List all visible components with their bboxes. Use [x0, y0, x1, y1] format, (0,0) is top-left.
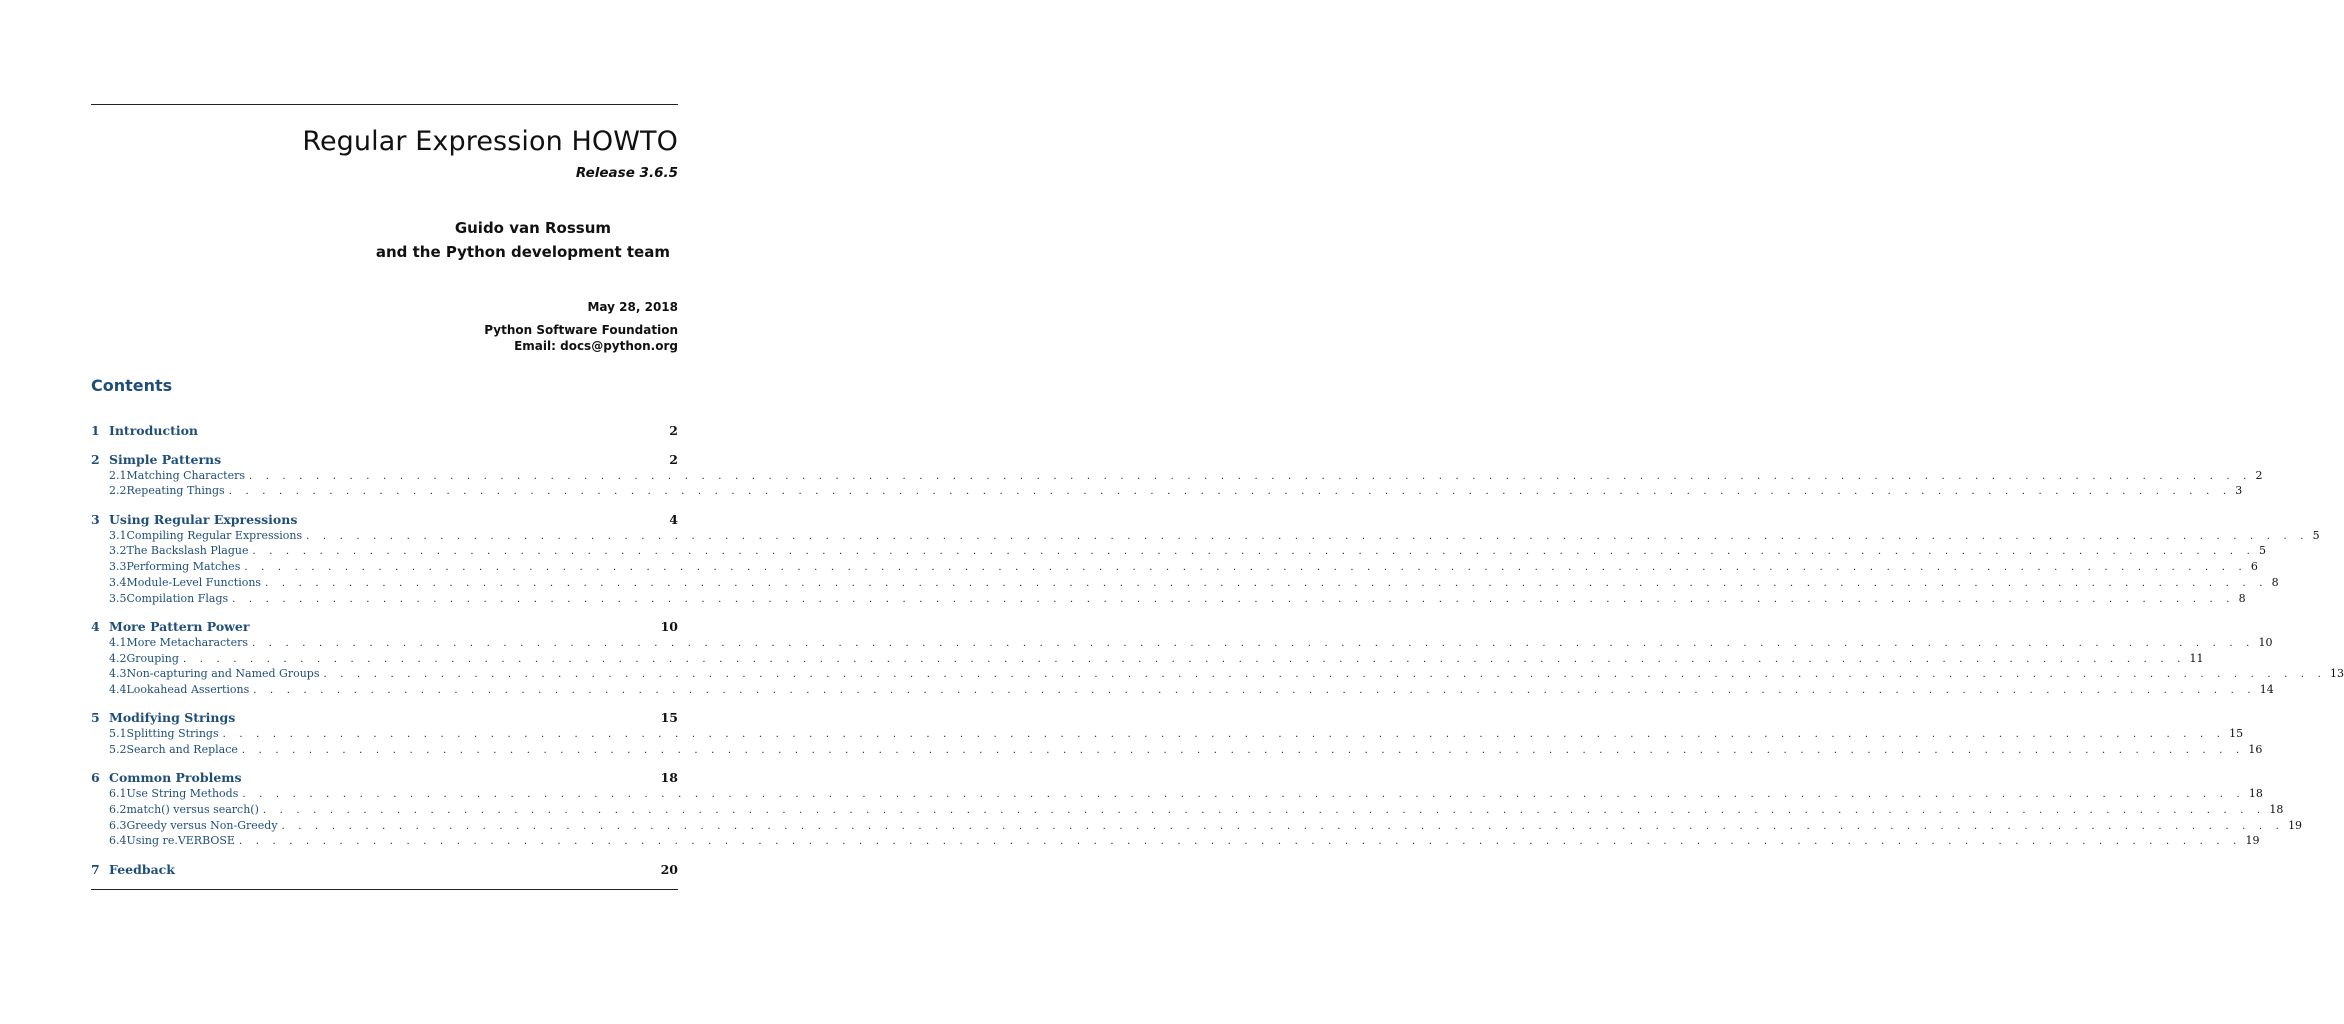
toc-subsection-link[interactable]	[91, 468, 2263, 485]
toc-subsection-number: 5.2	[109, 743, 127, 756]
toc-subsection-title: Lookahead Assertions	[126, 682, 250, 696]
toc-dot-leader: . . . . . . . . . . . . . . . . . . . . . . . . . . . . . . . . . . . . . . . . . . . . . . . . . . . . . . . . . . . . . . . . . . . . . . . . . . . . . . . . . . . . . . . . . . . . . . . . . . . . . . . . . . . . . . . . . . . . . . . .	[323, 669, 2327, 681]
toc-subsection-number: 3.5	[109, 591, 127, 605]
toc-subsection-page: 8	[2271, 575, 2279, 589]
toc-gap	[91, 500, 678, 512]
toc-subsection-page: 5	[2258, 544, 2266, 558]
authors	[376, 216, 670, 264]
toc-subsection-page: 2	[2255, 468, 2263, 482]
toc-subsection-page: 14	[2259, 682, 2274, 696]
toc-dot-leader: . . . . . . . . . . . . . . . . . . . . . . . . . . . . . . . . . . . . . . . . . . . . . . . . . . . . . . . . . . . . . . . . . . . . . . . . . . . . . . . . . . . . . . . . . . . . . . . . . . . . . . . . . . . . . . . . . . . . . . . .	[265, 577, 2268, 589]
toc-subsection-number: 3.1	[109, 528, 127, 542]
toc-dot-leader: . . . . . . . . . . . . . . . . . . . . . . . . . . . . . . . . . . . . . . . . . . . . . . . . . . . . . . . . . . . . . . . . . . . . . . . . . . . . . . . . . . . . . . . . . . . . . . . . . . . . . . . . . . . . . . . . . . . . . . . .	[232, 593, 2235, 605]
toc-section-page: 15	[660, 710, 678, 726]
toc-subsection-title: Grouping	[126, 651, 179, 665]
toc-section-title: Feedback	[109, 861, 175, 877]
toc-dot-leader: . . . . . . . . . . . . . . . . . . . . . . . . . . . . . . . . . . . . . . . . . . . . . . . . . . . . . . . . . . . . . . . . . . . . . . . . . . . . . . . . . . . . . . . . . . . . . . . . . . . . . . . . . . . . . . . . . . . . . . . .	[262, 805, 2266, 817]
toc-gap	[91, 759, 678, 771]
toc-subsection-page: 10	[2258, 635, 2273, 649]
toc-subsection-link[interactable]	[91, 743, 2263, 759]
toc-section-link[interactable]	[91, 710, 678, 727]
toc-subsection-number: 6.4	[109, 834, 127, 848]
toc-subsection-title: Non-capturing and Named Groups	[126, 667, 320, 681]
toc-section-title: Common Problems	[109, 770, 242, 786]
toc-subsection-page: 8	[2238, 591, 2246, 605]
toc-subsection-page: 18	[2248, 787, 2263, 801]
toc-section-page: 4	[669, 511, 678, 527]
toc-subsection-number: 4.4	[109, 682, 127, 696]
toc-subsection-link[interactable]	[91, 727, 2244, 743]
toc-dot-leader: . . . . . . . . . . . . . . . . . . . . . . . . . . . . . . . . . . . . . . . . . . . . . . . . . . . . . . . . . . . . . . . . . . . . . . . . . . . . . . . . . . . . . . . . . . . . . . . . . . . . . . . . . . . . . . . . . . . . . . . .	[249, 470, 2252, 482]
toc-subsection-link[interactable]	[91, 528, 2320, 545]
toc-section-title: More Pattern Power	[109, 618, 250, 634]
toc-section-link[interactable]	[91, 423, 678, 440]
toc-section-page: 2	[669, 423, 678, 438]
toc-subsection-title: Compiling Regular Expressions	[126, 528, 303, 542]
bottom-rule	[91, 889, 678, 890]
toc-subsection-link[interactable]	[91, 484, 2243, 500]
toc-subsection-number: 6.1	[109, 787, 127, 801]
toc-dot-leader: . . . . . . . . . . . . . . . . . . . . . . . . . . . . . . . . . . . . . . . . . . . . . . . . . . . . . . . . . . . . . . . . . . . . . . . . . . . . . . . . . . . . . . . . . . . . . . . . . . . . . . . . . . . . . . . . . . . . . . . .	[281, 820, 2285, 832]
release-label: Release 3.6.5	[575, 165, 678, 181]
toc-section-number: 1	[91, 423, 100, 438]
toc-section-title: Modifying Strings	[109, 710, 236, 726]
toc-dot-leader: . . . . . . . . . . . . . . . . . . . . . . . . . . . . . . . . . . . . . . . . . . . . . . . . . . . . . . . . . . . . . . . . . . . . . . . . . . . . . . . . . . . . . . . . . . . . . . . . . . . . . . . . . . . . . . . . . . . . . . . .	[182, 653, 2186, 665]
toc-subsection-page: 16	[2248, 743, 2263, 756]
toc-section-number: 3	[91, 511, 100, 527]
toc-dot-leader: . . . . . . . . . . . . . . . . . . . . . . . . . . . . . . . . . . . . . . . . . . . . . . . . . . . . . . . . . . . . . . . . . . . . . . . . . . . . . . . . . . . . . . . . . . . . . . . . . . . . . . . . . . . . . . . . . . . . . . . .	[242, 789, 2245, 801]
toc-subsection-link[interactable]	[91, 818, 2303, 835]
contents-heading: Contents	[91, 376, 173, 395]
toc-subsection-title: More Metacharacters	[126, 635, 249, 649]
toc-dot-leader: . . . . . . . . . . . . . . . . . . . . . . . . . . . . . . . . . . . . . . . . . . . . . . . . . . . . . . . . . . . . . . . . . . . . . . . . . . . . . . . . . . . . . . . . . . . . . . . . . . . . . . . . . . . . . . . . . . . . . . . .	[252, 637, 2255, 649]
toc-section-page: 10	[660, 618, 678, 634]
toc-subsection-link[interactable]	[91, 667, 2344, 683]
toc-dot-leader: . . . . . . . . . . . . . . . . . . . . . . . . . . . . . . . . . . . . . . . . . . . . . . . . . . . . . . . . . . . . . . . . . . . . . . . . . . . . . . . . . . . . . . . . . . . . . . . . . . . . . . . . . . . . . . . . . . . . . . . .	[222, 729, 2226, 741]
toc-gap	[91, 699, 678, 711]
toc-subsection-number: 3.2	[109, 544, 127, 558]
toc-subsection-title: Greedy versus Non-Greedy	[126, 818, 278, 832]
toc-subsection-title: The Backslash Plague	[126, 544, 249, 558]
toc-section-link[interactable]	[91, 619, 678, 636]
toc-subsection-link[interactable]	[91, 787, 2263, 803]
toc-dot-leader: . . . . . . . . . . . . . . . . . . . . . . . . . . . . . . . . . . . . . . . . . . . . . . . . . . . . . . . . . . . . . . . . . . . . . . . . . . . . . . . . . . . . . . . . . . . . . . . . . . . . . . . . . . . . . . . . . . . . . . . .	[241, 745, 2245, 756]
toc-subsection-link[interactable]	[91, 651, 2204, 668]
toc-subsection-title: Splitting Strings	[126, 727, 219, 741]
toc-section-page: 18	[660, 770, 678, 786]
organization: Python Software Foundation	[484, 323, 678, 337]
toc-subsection-page: 11	[2189, 651, 2204, 665]
toc-dot-leader: . . . . . . . . . . . . . . . . . . . . . . . . . . . . . . . . . . . . . . . . . . . . . . . . . . . . . . . . . . . . . . . . . . . . . . . . . . . . . . . . . . . . . . . . . . . . . . . . . . . . . . . . . . . . . . . . . . . . . . . .	[244, 562, 2247, 574]
toc-subsection-title: Search and Replace	[126, 743, 238, 756]
toc-section-link[interactable]	[91, 512, 678, 529]
toc-subsection-link[interactable]	[91, 575, 2279, 592]
toc-dot-leader: . . . . . . . . . . . . . . . . . . . . . . . . . . . . . . . . . . . . . . . . . . . . . . . . . . . . . . . . . . . . . . . . . . . . . . . . . . . . . . . . . . . . . . . . . . . . . . . . . . . . . . . . . . . . . . . . . . . . . . . .	[252, 546, 2255, 558]
toc-section-link[interactable]	[91, 770, 678, 787]
contact-email: Email: docs@python.org	[514, 339, 678, 353]
document-date: May 28, 2018	[587, 300, 678, 314]
toc-subsection-link[interactable]	[91, 803, 2284, 819]
toc-subsection-page: 19	[2245, 834, 2260, 848]
toc-subsection-number: 4.2	[109, 651, 127, 665]
toc-subsection-page: 3	[2235, 484, 2243, 498]
toc-subsection-link[interactable]	[91, 591, 2246, 608]
toc-subsection-number: 4.3	[109, 667, 127, 681]
toc-section-page: 20	[660, 861, 678, 877]
author-primary: Guido van Rossum	[454, 219, 612, 237]
toc-subsection-number: 2.1	[109, 468, 127, 482]
toc-subsection-title: Using re.VERBOSE	[126, 834, 235, 848]
toc-dot-leader: . . . . . . . . . . . . . . . . . . . . . . . . . . . . . . . . . . . . . . . . . . . . . . . . . . . . . . . . . . . . . . . . . . . . . . . . . . . . . . . . . . . . . . . . . . . . . . . . . . . . . . . . . . . . . . . . . . . . . . . .	[253, 684, 2256, 696]
toc-subsection-number: 5.1	[109, 727, 127, 741]
toc-subsection-number: 4.1	[109, 635, 127, 649]
toc-subsection-title: Repeating Things	[126, 484, 225, 498]
toc-subsection-number: 6.2	[109, 803, 127, 817]
toc-dot-leader: . . . . . . . . . . . . . . . . . . . . . . . . . . . . . . . . . . . . . . . . . . . . . . . . . . . . . . . . . . . . . . . . . . . . . . . . . . . . . . . . . . . . . . . . . . . . . . . . . . . . . . . . . . . . . . . . . . . . . . . .	[238, 836, 2242, 848]
toc-subsection-link[interactable]	[91, 544, 2266, 560]
toc-section-number: 4	[91, 618, 100, 634]
toc-subsection-page: 19	[2288, 818, 2303, 832]
title-block	[302, 124, 678, 182]
top-rule	[91, 104, 678, 105]
toc-subsection-number: 2.2	[109, 484, 127, 498]
toc-gap	[91, 850, 678, 862]
toc-subsection-title: Performing Matches	[126, 560, 241, 574]
toc-subsection-link[interactable]	[91, 682, 2274, 699]
toc-subsection-page: 5	[2312, 528, 2320, 542]
toc-section-number: 6	[91, 770, 100, 786]
toc-subsection-link[interactable]	[91, 834, 2260, 850]
toc-subsection-page: 18	[2269, 803, 2284, 817]
toc-section-title: Simple Patterns	[109, 451, 222, 467]
document-title: Regular Expression HOWTO	[302, 126, 678, 157]
toc-subsection-title: match() versus search()	[126, 803, 259, 817]
toc-gap	[91, 440, 678, 452]
toc-subsection-number: 3.4	[109, 575, 127, 589]
toc-gap	[91, 607, 678, 619]
toc-section-link[interactable]	[91, 452, 678, 469]
toc-subsection-title: Compilation Flags	[126, 591, 229, 605]
toc-section-title: Using Regular Expressions	[109, 511, 298, 527]
toc-section-number: 5	[91, 710, 100, 726]
toc-subsection-title: Use String Methods	[126, 787, 239, 801]
toc-section-link[interactable]	[91, 862, 678, 879]
toc-subsection-link[interactable]	[91, 635, 2273, 652]
toc-subsection-page: 13	[2330, 667, 2344, 681]
toc-subsection-page: 15	[2229, 727, 2244, 741]
toc-subsection-title: Module-Level Functions	[126, 575, 262, 589]
toc-section-page: 2	[669, 451, 678, 467]
toc-subsection-page: 6	[2250, 560, 2258, 574]
toc-section-title: Introduction	[109, 423, 199, 438]
document-meta	[484, 298, 678, 354]
toc-section-number: 2	[91, 451, 100, 467]
toc-dot-leader: . . . . . . . . . . . . . . . . . . . . . . . . . . . . . . . . . . . . . . . . . . . . . . . . . . . . . . . . . . . . . . . . . . . . . . . . . . . . . . . . . . . . . . . . . . . . . . . . . . . . . . . . . . . . . . . . . . . . . . . .	[228, 486, 2232, 498]
toc-subsection-number: 3.3	[109, 560, 127, 574]
toc-subsection-number: 6.3	[109, 818, 127, 832]
table-of-contents	[91, 423, 2344, 879]
toc-section-number: 7	[91, 861, 100, 877]
toc-dot-leader: . . . . . . . . . . . . . . . . . . . . . . . . . . . . . . . . . . . . . . . . . . . . . . . . . . . . . . . . . . . . . . . . . . . . . . . . . . . . . . . . . . . . . . . . . . . . . . . . . . . . . . . . . . . . . . . . . . . . . . . .	[306, 530, 2309, 542]
toc-subsection-link[interactable]	[91, 560, 2258, 576]
toc-subsection-title: Matching Characters	[126, 468, 245, 482]
author-secondary: and the Python development team	[375, 243, 670, 261]
